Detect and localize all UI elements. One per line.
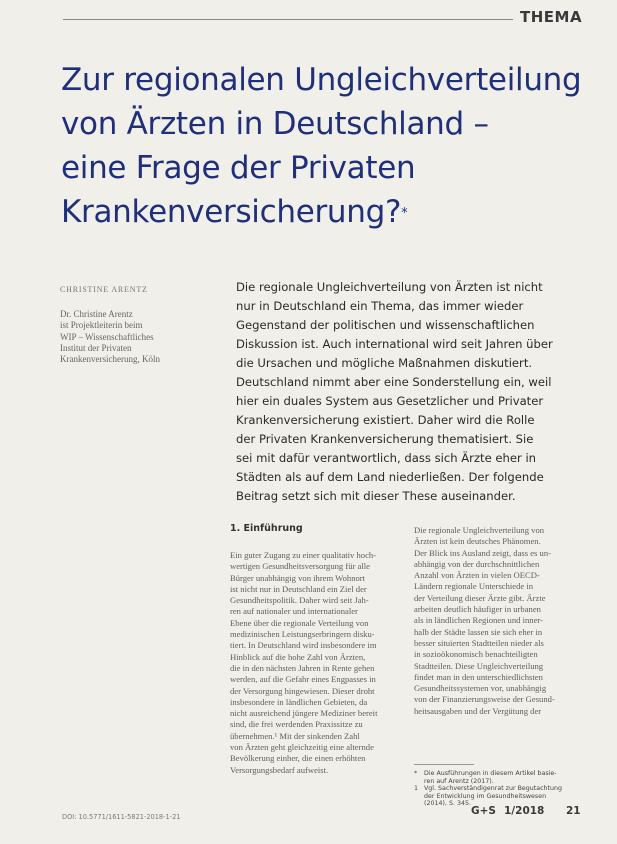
body-line: Anzahl von Ärzten in vielen OECD-: [414, 570, 540, 581]
body-line: von der Finanzierungsweise der Gesund-: [414, 694, 555, 705]
abstract-line: hier ein duales System aus Gesetzlicher und Privater: [236, 394, 544, 408]
author-bio-line: WIP – Wissenschaftliches: [60, 331, 154, 342]
footnote-line: der Entwicklung im Gesundheitswesen: [424, 792, 547, 800]
author-bio-line: Dr. Christine Arentz: [60, 309, 133, 319]
body-line: der Verteilung dieser Ärzte gibt. Ärzte: [414, 592, 546, 603]
section-heading: 1. Einführung: [230, 523, 303, 534]
abstract-line: Gegenstand der politischen und wissenschaftlichen: [236, 318, 535, 332]
article-title: [61, 58, 581, 234]
abstract-line: Die regionale Ungleichverteilung von Ärzten ist nicht: [236, 280, 543, 294]
body-line: Gesundheitspolitik. Daher wird seit Jah-: [230, 595, 369, 606]
section-label: THEMA: [520, 8, 583, 26]
journal-name: G+S: [471, 805, 496, 817]
body-line: abhängig von der durchschnittlichen: [414, 558, 540, 569]
body-line: werden, auf die Gefahr eines Engpasses in: [230, 674, 376, 685]
title-line-text: Krankenversicherung?: [61, 194, 402, 230]
page-number: 21: [566, 805, 581, 817]
abstract: [236, 278, 571, 506]
body-line: arbeiten deutlich häufiger in urbanen: [414, 604, 541, 615]
abstract-line: Diskussion ist. Auch international wird seit Jahren über: [236, 337, 553, 351]
body-line: Ländern regionale Unterschiede in: [414, 581, 534, 592]
title-line: Zur regionalen Ungleichverteilung: [61, 62, 582, 98]
body-line: Ärzten ist kein deutsches Phänomen.: [414, 536, 541, 547]
body-line: nicht ausreichend jüngere Mediziner bereit: [230, 708, 378, 719]
title-line: eine Frage der Privaten: [61, 150, 416, 186]
body-line: besser situierten Stadtteilen nieder als: [414, 637, 544, 648]
body-line: Ebene über die regionale Verteilung von: [230, 617, 369, 628]
footnote-text: [424, 770, 557, 785]
body-line: Gesundheitssystemen vor, unabhängig: [414, 683, 547, 694]
body-line: der Versorgung hingewiesen. Dieser droht: [230, 685, 375, 696]
title-footnote-marker: *: [401, 206, 408, 221]
body-column-left: [230, 550, 398, 776]
abstract-line: sei mit dafür verantwortlich, dass sich Ärzte eher in: [236, 451, 537, 465]
body-line: von Ärzten geht gleichzeitig eine alternde: [230, 742, 374, 753]
body-line: findet man in den unterschiedlichsten: [414, 671, 543, 682]
footnote-line: ren auf Arentz (2017).: [424, 777, 494, 785]
footnote: [414, 785, 584, 808]
body-line: Bürger unabhängig von ihrem Wohnort: [230, 572, 366, 583]
footnotes: [414, 770, 584, 808]
abstract-line: der Privaten Krankenversicherung thematisiert. Sie: [236, 432, 534, 446]
body-line: Die regionale Ungleichverteilung von: [414, 525, 545, 535]
header-rule: [63, 19, 513, 20]
abstract-line: nur in Deutschland ein Thema, das immer wieder: [236, 299, 524, 313]
footnote-marker: 1: [414, 785, 419, 793]
body-line: die in den nächsten Jahren in Rente gehen: [230, 662, 375, 673]
abstract-line: Städten als auf dem Land niederließen. Der folgende: [236, 470, 544, 484]
body-line: Bevölkerung einher, die einen erhöhten: [230, 753, 366, 764]
body-column-right: [414, 525, 584, 717]
abstract-line: Krankenversicherung existiert. Daher wird die Rolle: [236, 413, 535, 427]
footnote-line: Die Ausführungen in diesem Artikel basie-: [424, 770, 557, 777]
body-line: medizinischen Leistungserbringern disku-: [230, 629, 375, 640]
doi-reference: DOI: 10.5771/1611-5821-2018-1-21: [62, 813, 181, 821]
footnote-line: (2014), S. 345.: [424, 800, 471, 808]
author-bio-line: ist Projektleiterin beim: [60, 320, 143, 331]
body-line: tiert. In Deutschland wird insbesondere im: [230, 640, 377, 651]
body-line: Der Blick ins Ausland zeigt, dass es un-: [414, 547, 552, 558]
abstract-line: Deutschland nimmt aber eine Sonderstellung ein, weil: [236, 375, 552, 389]
footnote-rule: [414, 764, 474, 765]
body-line: als in ländlichen Regionen und inner-: [414, 615, 543, 626]
footnote-line: Vgl. Sachverständigenrat zur Begutachtung: [424, 785, 562, 793]
body-line: übernehmen.¹ Mit der sinkenden Zahl: [230, 730, 360, 741]
body-line: Stadtteilen. Diese Ungleichverteilung: [414, 660, 544, 671]
body-line: Ein guter Zugang zu einer qualitativ hoch-: [230, 550, 377, 560]
body-line: in sozioökonomisch benachteiligten: [414, 649, 538, 660]
body-line: ist nicht nur in Deutschland ein Ziel der: [230, 583, 367, 594]
body-line: ren auf nationaler und internationaler: [230, 606, 358, 617]
author-bio-line: Krankenversicherung, Köln: [60, 354, 160, 365]
body-line: Versorgungsbedarf aufweist.: [230, 764, 329, 775]
footnote: [414, 770, 584, 785]
body-line: heitsausgaben und der Vergütung der: [414, 705, 542, 716]
body-line: sind, die frei werdenden Praxissitze zu: [230, 719, 363, 730]
body-line: insbesondere in ländlichen Gebieten, da: [230, 696, 368, 707]
body-line: wertigen Gesundheitsversorgung für alle: [230, 561, 370, 572]
issue-number: 1/2018: [504, 805, 545, 817]
footnote-marker: *: [414, 770, 418, 777]
author-bio-line: Institut der Privaten: [60, 342, 132, 353]
abstract-line: Beitrag setzt sich mit dieser These auseinander.: [236, 489, 516, 503]
body-line: Hinblick auf die hohe Zahl von Ärzten,: [230, 651, 366, 662]
abstract-line: die Ursachen und mögliche Maßnahmen diskutiert.: [236, 356, 533, 370]
author-bio: [60, 309, 230, 365]
title-line: [61, 190, 581, 234]
author-name: CHRISTINE ARENTZ: [60, 285, 148, 294]
title-line: von Ärzten in Deutschland –: [61, 106, 489, 142]
body-line: halb der Städte lassen sie sich eher in: [414, 626, 543, 637]
